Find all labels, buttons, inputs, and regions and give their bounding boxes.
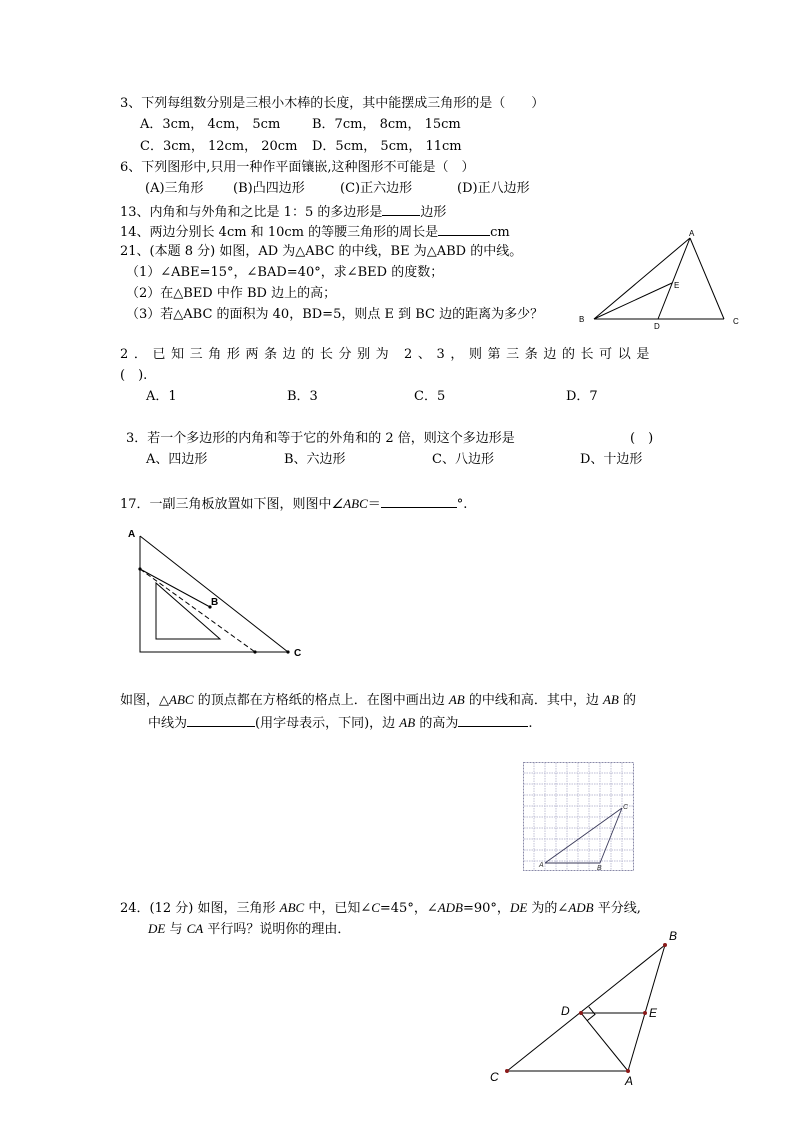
q24-point-a (626, 1069, 630, 1073)
q21-part2: （2）在△BED 中作 BD 边上的高； (126, 286, 337, 301)
q24-c: C (371, 900, 380, 915)
q24-line1 (120, 900, 641, 917)
q14-suffix: cm (490, 225, 510, 240)
q21-segment-ba (594, 238, 690, 319)
q21-stem: 21、(本题 8 分) 如图，AD 为△ABC 的中线，BE 为△ABD 的中线。 (120, 244, 523, 259)
grid-question-ab: AB (399, 715, 416, 730)
grid-question-text: 的中线和高．其中，边 (464, 693, 603, 708)
q17-vertex-c-dot (286, 650, 289, 653)
q6-stem: 6、下列图形中,只用一种作平面镶嵌,这种图形不可能是（ ） (120, 160, 475, 175)
q2-option-d: D．7 (566, 389, 598, 404)
q24-text: =45°，∠ (379, 901, 438, 916)
q21-part3: （3）若△ABC 的面积为 40，BD=5，则点 E 到 BC 边的距离为多少？ (126, 307, 544, 322)
q24-text: 平分线, (593, 901, 641, 916)
q24-de: DE (148, 921, 166, 936)
q24-de: DE (509, 900, 528, 915)
q24-text: =90°， (463, 901, 510, 916)
grid-question-line2 (148, 714, 532, 732)
grid-label-b: B (597, 865, 602, 872)
q17-suffix: °. (456, 497, 468, 512)
q21-triangle-figure (570, 230, 750, 330)
grid-question-text: 的高为 (415, 716, 459, 731)
q2-option-c: C．5 (414, 389, 446, 404)
q6-option-b: (B)凸四边形 (233, 181, 305, 196)
q17-label-a: A (128, 529, 136, 540)
q14-blank (438, 223, 490, 236)
q24-label-d: D (561, 1004, 570, 1018)
q21-segment-ac (690, 238, 724, 319)
q21-label-d: D (654, 322, 660, 331)
grid-label-c: C (623, 804, 629, 811)
grid-question-blank-median (187, 714, 255, 727)
q24-segment-ba (628, 945, 665, 1071)
q13-text: 13、内角和与外角和之比是 1：5 的多边形是 (120, 205, 383, 220)
q24-segment-cb (507, 945, 665, 1071)
q6-option-a: (A)三角形 (145, 181, 204, 196)
q3a-option-a: A．3cm， 4cm， 5cm (140, 117, 281, 132)
q17-set-squares-figure (120, 525, 310, 665)
q24-point-b (663, 943, 667, 947)
q13-blank (382, 203, 420, 216)
q17-angle: ∠ABC (331, 496, 368, 511)
q14-text: 14、两边分别长 4cm 和 10cm 的等腰三角形的周长是 (120, 225, 439, 240)
q24-label-e: E (649, 1006, 658, 1020)
q2-paren: ( ). (120, 368, 148, 383)
grid-paper-frame (524, 763, 634, 871)
q24-point-c (505, 1069, 509, 1073)
q24-segment-da (581, 1013, 628, 1071)
q3b-option-b: B、六边形 (284, 452, 346, 467)
grid-question-blank-height (458, 714, 528, 727)
q24-right-angle-mark (587, 1007, 595, 1021)
grid-question-text: 的 (618, 693, 637, 708)
q24-triangle-figure (485, 925, 690, 1090)
q24-adb: ADB (437, 900, 463, 915)
q3b-option-c: C、八边形 (432, 452, 494, 467)
grid-question-text: 如图，△ (120, 693, 169, 708)
q21-label-c: C (733, 317, 739, 326)
q17-equals: ＝ (367, 497, 381, 512)
grid-question-text: . (528, 716, 533, 731)
grid-question-line1 (120, 692, 636, 709)
q3b-option-a: A、四边形 (146, 452, 208, 467)
q2-option-b: B．3 (287, 389, 318, 404)
q24-text: 中，已知∠ (304, 901, 372, 916)
grid-triangle-figure (523, 762, 635, 872)
q24-label-a: A (625, 1074, 634, 1088)
q3b-stem: 3．若一个多边形的内角和等于它的外角和的 2 倍，则这个多边形是 (126, 431, 515, 446)
grid-question-ab: AB (602, 692, 619, 707)
q24-text: 与 (165, 922, 187, 937)
grid-question-ab: AB (448, 692, 465, 707)
q17-text: 17．一副三角板放置如下图，则图中 (120, 497, 332, 512)
q6-option-d: (D)正八边形 (457, 181, 530, 196)
q2-option-a: A．1 (146, 389, 177, 404)
q21-label-e: E (674, 281, 680, 290)
q24-label-c: C (490, 1070, 499, 1084)
q13-suffix: 边形 (420, 205, 447, 220)
q24-line2 (148, 921, 350, 938)
q14-line (120, 223, 510, 241)
q24-text: 24．(12 分) 如图，三角形 (120, 901, 280, 916)
q13-line (120, 203, 446, 221)
q24-abc: ABC (279, 900, 305, 915)
q21-label-a: A (689, 229, 695, 238)
q3b-option-d: D、十边形 (580, 452, 643, 467)
q17-line (120, 495, 467, 513)
q3a-stem: 3、下列每组数分别是三根小木棒的长度，其中能摆成三角形的是（ ） (120, 96, 545, 111)
q3a-option-b: B．7cm， 8cm， 15cm (312, 117, 461, 132)
grid-label-a: A (539, 862, 544, 869)
q3a-option-c: C．3cm， 12cm， 20cm (140, 139, 298, 154)
grid-question-abc: ABC (169, 692, 194, 707)
q24-label-b: B (669, 929, 678, 943)
grid-question-text: 中线为 (148, 716, 188, 731)
grid-question-text: 的顶点都在方格纸的格点上．在图中画出边 (193, 693, 449, 708)
q3b-paren: ( ) (630, 431, 654, 446)
q2-stem: 2．已知三角形两条边的长分别为 2、3，则第三条边的长可以是 (120, 347, 655, 362)
q21-segment-ad (658, 238, 690, 319)
q17-vertex-dot (253, 650, 256, 653)
q17-label-b: B (211, 597, 219, 608)
q17-label-c: C (294, 648, 302, 659)
q24-ca: CA (186, 921, 204, 936)
q24-adb: ADB (568, 900, 594, 915)
q17-second-square-edge (140, 569, 210, 607)
q24-text: 为的∠ (527, 901, 569, 916)
q3a-option-d: D．5cm， 5cm， 11cm (312, 139, 462, 154)
q24-point-d (579, 1011, 583, 1015)
q17-blank (381, 495, 457, 508)
grid-question-text: (用字母表示，下同)，边 (255, 716, 400, 731)
q21-part1: （1）∠ABE=15°，∠BAD=40°，求∠BED 的度数； (126, 265, 444, 280)
q6-option-c: (C)正六边形 (340, 181, 413, 196)
q24-point-e (643, 1011, 647, 1015)
q17-hypotenuse-ac (140, 536, 288, 652)
q17-vertex-dot (138, 567, 141, 570)
q21-label-b: B (579, 315, 585, 324)
q24-text: 平行吗？说明你的理由． (203, 922, 351, 937)
